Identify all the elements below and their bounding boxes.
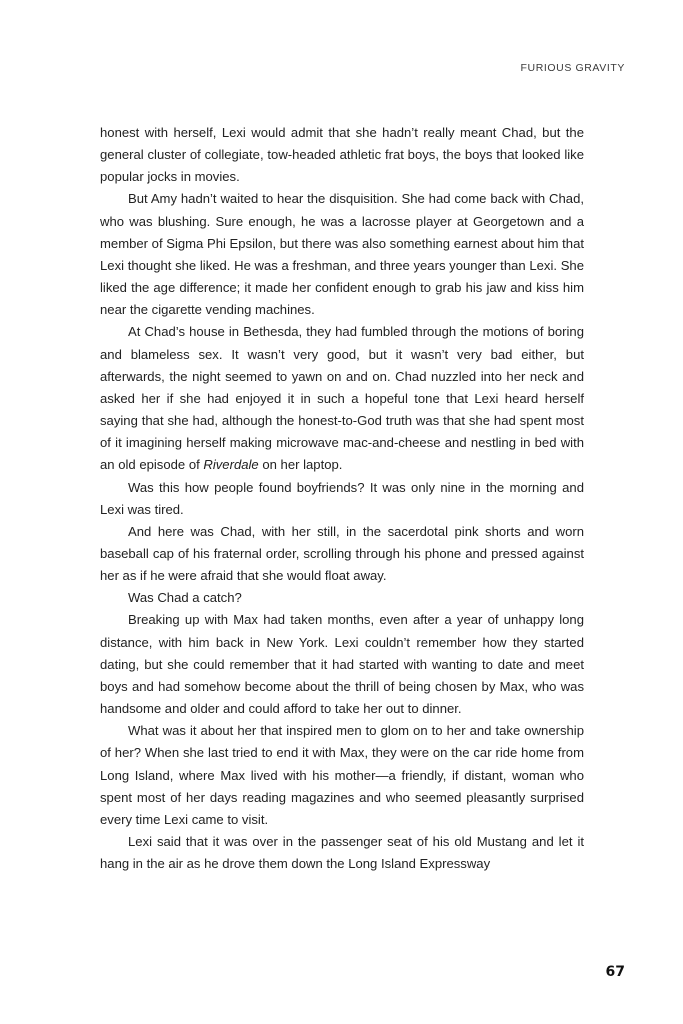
- paragraph-text: At Chad’s house in Bethesda, they had fumbled through the motions of boring and blameless sex. It wasn’t very good, but it wasn’t very bad either, but afterwards, the night seemed to yawn on and on. Chad nuzzled into her neck and asked her if she had enjoyed it in such a hopeful tone that Lexi heard herself saying that she had, although the honest-to-God truth was that she had spent most of it imagining herself making microwave mac-and-cheese and nestling in bed with an old episode of: [100, 324, 584, 473]
- paragraph: And here was Chad, with her still, in the sacerdotal pink shorts and worn baseball cap of his fraternal order, scrolling through his phone and pressed against her as if he were afraid that she would float away.: [100, 523, 584, 584]
- paragraph: What was it about her that inspired men to glom on to her and take ownership of her? When she last tried to end it with Max, they were on the car ride home from Long Island, where Max lived with his mother—a friendly, if distant, woman who spent most of her days reading magazines and who seemed pleasantly surprised every time Lexi came to visit.: [100, 723, 584, 827]
- running-head: FURIOUS GRAVITY: [520, 62, 625, 74]
- paragraph-text: on her laptop.: [258, 457, 343, 473]
- paragraph: [100, 321, 584, 476]
- italic-title: Riverdale: [203, 457, 259, 473]
- paragraph: Lexi said that it was over in the passenger seat of his old Mustang and let it hang in the air as he drove them down the Long Island Expressway: [100, 834, 584, 872]
- paragraph: Breaking up with Max had taken months, even after a year of unhappy long distance, with him back in New York. Lexi couldn’t remember how they started dating, but she could remember that it had started with wanting to date and meet boys and had somehow become about the thrill of being chosen by Max, who was handsome and older and could afford to take her out to dinner.: [100, 612, 584, 717]
- paragraph: honest with herself, Lexi would admit that she hadn’t really meant Chad, but the general cluster of collegiate, tow-headed athletic frat boys, the boys that looked like popular jocks in movies.: [100, 125, 584, 185]
- body-text: [100, 122, 584, 875]
- paragraph: Was Chad a catch?: [128, 590, 242, 606]
- paragraph: But Amy hadn’t waited to hear the disquisition. She had come back with Chad, who was blushing. Sure enough, he was a lacrosse player at Georgetown and a member of Sigma Phi Epsilon, but there was also something earnest about him that Lexi thought she liked. He was a freshman, and three years younger than Lexi. She liked the age difference; it made her confident enough to grab his jaw and kiss him near the cigarette vending machines.: [100, 191, 584, 318]
- paragraph: Was this how people found boyfriends? It was only nine in the morning and Lexi was tired.: [100, 479, 584, 517]
- page-number: 67: [605, 964, 625, 980]
